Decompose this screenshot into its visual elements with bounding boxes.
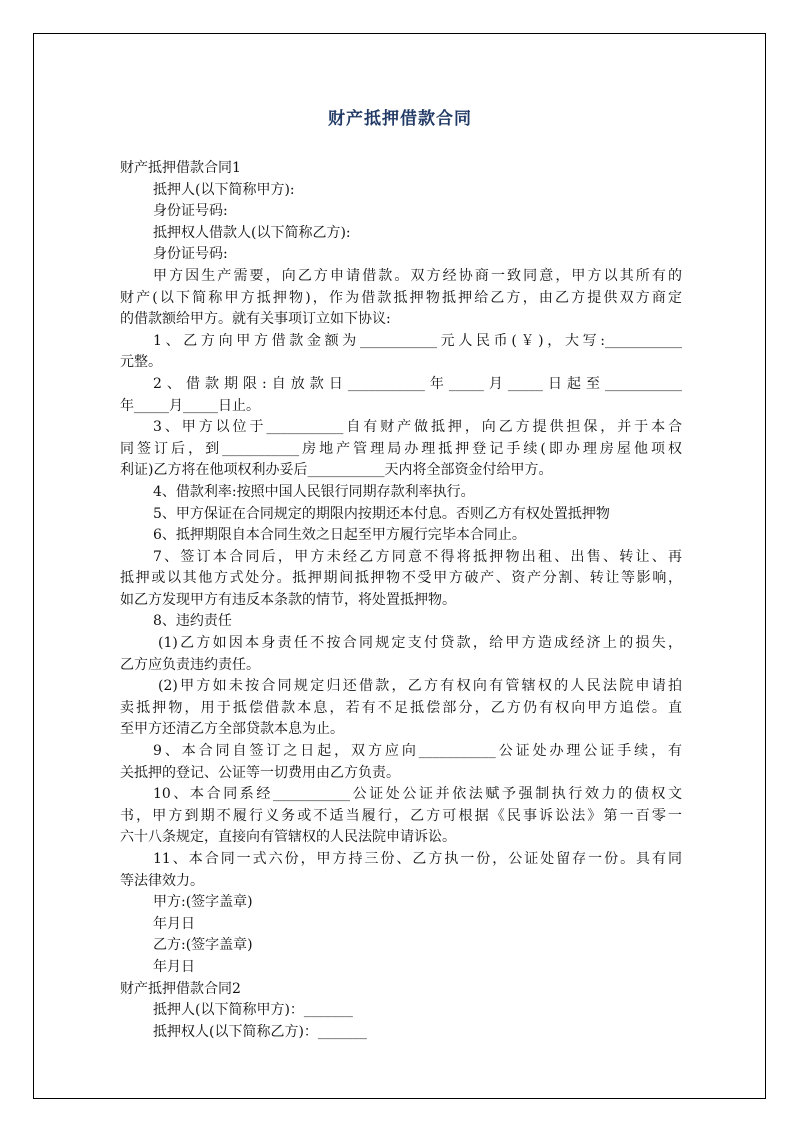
pledgee-line: 抵押权人借款人(以下简称乙方):: [153, 224, 351, 241]
clause-line: 书，甲方到期不履行义务或不适当履行，乙方可根据《民事诉讼法》第一百零一: [120, 807, 682, 824]
pledgor-line: 抵押人(以下简称甲方):: [153, 181, 295, 198]
clause-line: (1)乙方如因本身责任不按合同规定支付贷款，给甲方造成经济上的损失，: [158, 635, 682, 652]
clause-line: 6、抵押期限自本合同生效之日起至甲方履行完毕本合同止。: [153, 527, 526, 544]
signature-party-b: 乙方:(签字盖章): [153, 937, 253, 954]
clause-line: 11、本合同一式六份，甲方持三份、乙方执一份，公证处留存一份。具有同: [153, 851, 682, 867]
clause-line: 卖抵押物，用于抵偿借款本息，若有不足抵偿部分，乙方仍有权向甲方追偿。直: [120, 699, 682, 716]
clause-line: 4、借款利率:按照中国人民银行同期存款利率执行。: [153, 483, 475, 500]
section-heading: 财产抵押借款合同2: [120, 980, 241, 997]
clause-line: 9、本合同自签订之日起，双方应向___________公证处办理公证手续，有: [153, 743, 682, 760]
clause-line: 六十八条规定，直接向有管辖权的人民法院申请诉讼。: [120, 829, 456, 846]
date-line: 年月日: [153, 915, 195, 932]
clause-line: 10、本合同系经___________公证处公证并依法赋予强制执行效力的债权文: [153, 786, 682, 803]
clause-line: 7、签订本合同后，甲方未经乙方同意不得将抵押物出租、出售、转让、再: [153, 548, 682, 565]
signature-party-a: 甲方:(签字盖章): [153, 894, 253, 911]
document-body: [120, 158, 682, 1043]
clause-line: 同签订后，到___________房地产管理局办理抵押登记手续(即办理房屋他项权: [120, 440, 682, 457]
clause-line: 年_____月_____日止。: [120, 397, 260, 414]
section-heading: 财产抵押借款合同1: [120, 160, 241, 176]
document-title: 财产抵押借款合同: [328, 109, 472, 129]
paragraph-line: 的借款额给甲方。就有关事项订立如下协议:: [120, 311, 391, 328]
clause-line: 乙方应负责违约责任。: [120, 656, 260, 673]
clause-line: 如乙方发现甲方有违反本条款的情节，将处置抵押物。: [120, 591, 456, 608]
id-number-line: 身份证号码:: [153, 246, 228, 263]
pledgee-line: 抵押权人(以下简称乙方)：_______: [153, 1023, 367, 1040]
clause-line: 利证)乙方将在他项权利办妥后___________天内将全部资金付给甲方。: [120, 462, 553, 479]
clause-heading: 8、违约责任: [153, 613, 232, 630]
clause-line: (2)甲方如未按合同规定归还借款，乙方有权向有管辖权的人民法院申请拍: [158, 678, 682, 695]
clause-line: 5、甲方保证在合同规定的期限内按期还本付息。否则乙方有权处置抵押物: [153, 505, 610, 522]
clause-line: 关抵押的登记、公证等一切费用由乙方负责。: [120, 764, 400, 781]
date-line: 年月日: [153, 958, 195, 975]
clause-line: 至甲方还清乙方全部贷款本息为止。: [120, 721, 344, 738]
paragraph-line: 财产(以下简称甲方抵押物)，作为借款抵押物抵押给乙方，由乙方提供双方商定: [120, 289, 682, 306]
clause-line: 3、甲方以位于___________自有财产做抵押，向乙方提供担保，并于本合: [153, 419, 682, 436]
clause-line: 2、借款期限:自放款日___________年_____月_____日起至___________: [153, 375, 682, 392]
clause-line: 元整。: [120, 354, 162, 371]
pledgor-line: 抵押人(以下简称甲方)：_______: [153, 1002, 353, 1019]
clause-line: 等法律效力。: [120, 872, 204, 889]
clause-line: 抵押或以其他方式处分。抵押期间抵押物不受甲方破产、资产分割、转让等影响，: [120, 570, 682, 587]
paragraph-line: 甲方因生产需要，向乙方申请借款。双方经协商一致同意，甲方以其所有的: [153, 267, 682, 284]
id-number-line: 身份证号码:: [153, 203, 228, 220]
clause-line: 1、乙方向甲方借款金额为___________元人民币(￥)，大写:___________: [153, 332, 682, 349]
